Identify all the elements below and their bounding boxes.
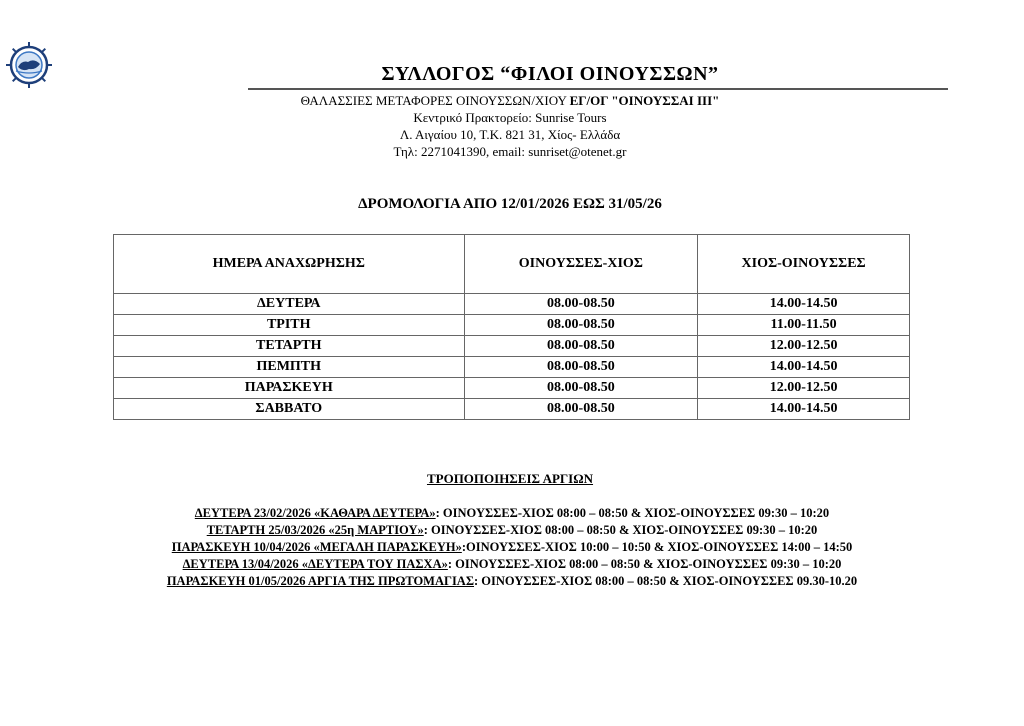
holiday-modifications-list <box>40 505 984 590</box>
cell-day: ΤΡΙΤΗ <box>114 315 465 336</box>
cell-chios-oinousses: 12.00-12.50 <box>698 336 910 357</box>
cell-chios-oinousses: 14.00-14.50 <box>698 294 910 315</box>
holiday-date: ΔΕΥΤΕΡΑ 13/04/2026 «ΔΕΥΤΕΡΑ ΤΟΥ ΠΑΣΧΑ» <box>182 557 448 571</box>
contact-line: Τηλ: 2271041390, email: sunriset@otenet.gr <box>393 144 627 159</box>
schedule-table <box>113 234 910 420</box>
table-row <box>114 357 910 378</box>
cell-oinousses-chios: 08.00-08.50 <box>464 357 698 378</box>
cell-day: ΠΕΜΠΤΗ <box>114 357 465 378</box>
holiday-modifications-title: ΤΡΟΠΟΠΟΙΗΣΕΙΣ ΑΡΓΙΩΝ <box>426 471 594 486</box>
list-item <box>40 573 984 590</box>
table-row <box>114 294 910 315</box>
cell-oinousses-chios: 08.00-08.50 <box>464 336 698 357</box>
column-header-day: ΗΜΕΡΑ ΑΝΑΧΩΡΗΣΗΣ <box>114 235 465 294</box>
cell-day: ΤΕΤΑΡΤΗ <box>114 336 465 357</box>
cell-day: ΔΕΥΤΕΡΑ <box>114 294 465 315</box>
ship-wheel-logo-icon <box>4 40 54 90</box>
organization-title: ΣΥΛΛΟΓΟΣ “ΦΙΛΟΙ ΟΙΝΟΥΣΣΩΝ” <box>381 63 719 85</box>
vessel-name: ΕΓ/ΟΓ "ΟΙΝΟΥΣΣΑΙ ΙΙΙ" <box>569 93 720 108</box>
holiday-details: :ΟΙΝΟΥΣΣΕΣ-ΧΙΟΣ 10:00 – 10:50 & ΧΙΟΣ-ΟΙΝΟΥΣΣΕΣ 14:00 – 14:50 <box>461 540 853 554</box>
cell-day: ΣΑΒΒΑΤΟ <box>114 399 465 420</box>
holiday-date: ΤΕΤΑΡΤΗ 25/03/2026 «25η ΜΑΡΤΙΟΥ» <box>206 523 424 537</box>
cell-chios-oinousses: 14.00-14.50 <box>698 357 910 378</box>
holiday-details: : ΟΙΝΟΥΣΣΕΣ-ΧΙΟΣ 08:00 – 08:50 & ΧΙΟΣ-ΟΙΝΟΥΣΣΕΣ 09.30-10.20 <box>474 574 858 588</box>
office-line: Κεντρικό Πρακτορείο: Sunrise Tours <box>413 110 607 125</box>
cell-day: ΠΑΡΑΣΚΕΥΗ <box>114 378 465 399</box>
holiday-details: : ΟΙΝΟΥΣΣΕΣ-ΧΙΟΣ 08:00 – 08:50 & ΧΙΟΣ-ΟΙΝΟΥΣΣΕΣ 09:30 – 10:20 <box>423 523 818 537</box>
holiday-details: : ΟΙΝΟΥΣΣΕΣ-ΧΙΟΣ 08:00 – 08:50 & ΧΙΟΣ-ΟΙΝΟΥΣΣΕΣ 09:30 – 10:20 <box>447 557 842 571</box>
table-row <box>114 336 910 357</box>
title-divider <box>248 88 948 90</box>
holiday-date: ΠΑΡΑΣΚΕΥΗ 10/04/2026 «ΜΕΓΑΛΗ ΠΑΡΑΣΚΕΥΗ» <box>171 540 462 554</box>
cell-oinousses-chios: 08.00-08.50 <box>464 399 698 420</box>
list-item <box>40 539 984 556</box>
cell-oinousses-chios: 08.00-08.50 <box>464 378 698 399</box>
table-row <box>114 315 910 336</box>
subtitle-prefix: ΘΑΛΑΣΣΙΕΣ ΜΕΤΑΦΟΡΕΣ ΟΙΝΟΥΣΣΩΝ/ΧΙΟΥ <box>300 93 567 108</box>
schedule-title: ΔΡΟΜΟΛΟΓΙΑ ΑΠΟ 12/01/2026 ΕΩΣ 31/05/26 <box>358 196 662 212</box>
list-item <box>40 505 984 522</box>
holiday-date: ΠΑΡΑΣΚΕΥΗ 01/05/2026 ΑΡΓΙΑ ΤΗΣ ΠΡΩΤΟΜΑΓΙΑΣ <box>166 574 475 588</box>
holiday-date: ΔΕΥΤΕΡΑ 23/02/2026 «ΚΑΘΑΡΑ ΔΕΥΤΕΡΑ» <box>194 506 436 520</box>
cell-chios-oinousses: 14.00-14.50 <box>698 399 910 420</box>
cell-chios-oinousses: 12.00-12.50 <box>698 378 910 399</box>
cell-chios-oinousses: 11.00-11.50 <box>698 315 910 336</box>
table-row <box>114 399 910 420</box>
cell-oinousses-chios: 08.00-08.50 <box>464 315 698 336</box>
cell-oinousses-chios: 08.00-08.50 <box>464 294 698 315</box>
address-line: Λ. Αιγαίου 10, Τ.Κ. 821 31, Χίος- Ελλάδα <box>399 127 621 142</box>
list-item <box>40 556 984 573</box>
schedule-header-row <box>114 235 910 294</box>
list-item <box>40 522 984 539</box>
column-header-oinousses-chios: ΟΙΝΟΥΣΣΕΣ-ΧΙΟΣ <box>464 235 698 294</box>
column-header-chios-oinousses: ΧΙΟΣ-ΟΙΝΟΥΣΣΕΣ <box>698 235 910 294</box>
holiday-details: : ΟΙΝΟΥΣΣΕΣ-ΧΙΟΣ 08:00 – 08:50 & ΧΙΟΣ-ΟΙΝΟΥΣΣΕΣ 09:30 – 10:20 <box>435 506 830 520</box>
subtitle-line <box>160 92 860 109</box>
table-row <box>114 378 910 399</box>
